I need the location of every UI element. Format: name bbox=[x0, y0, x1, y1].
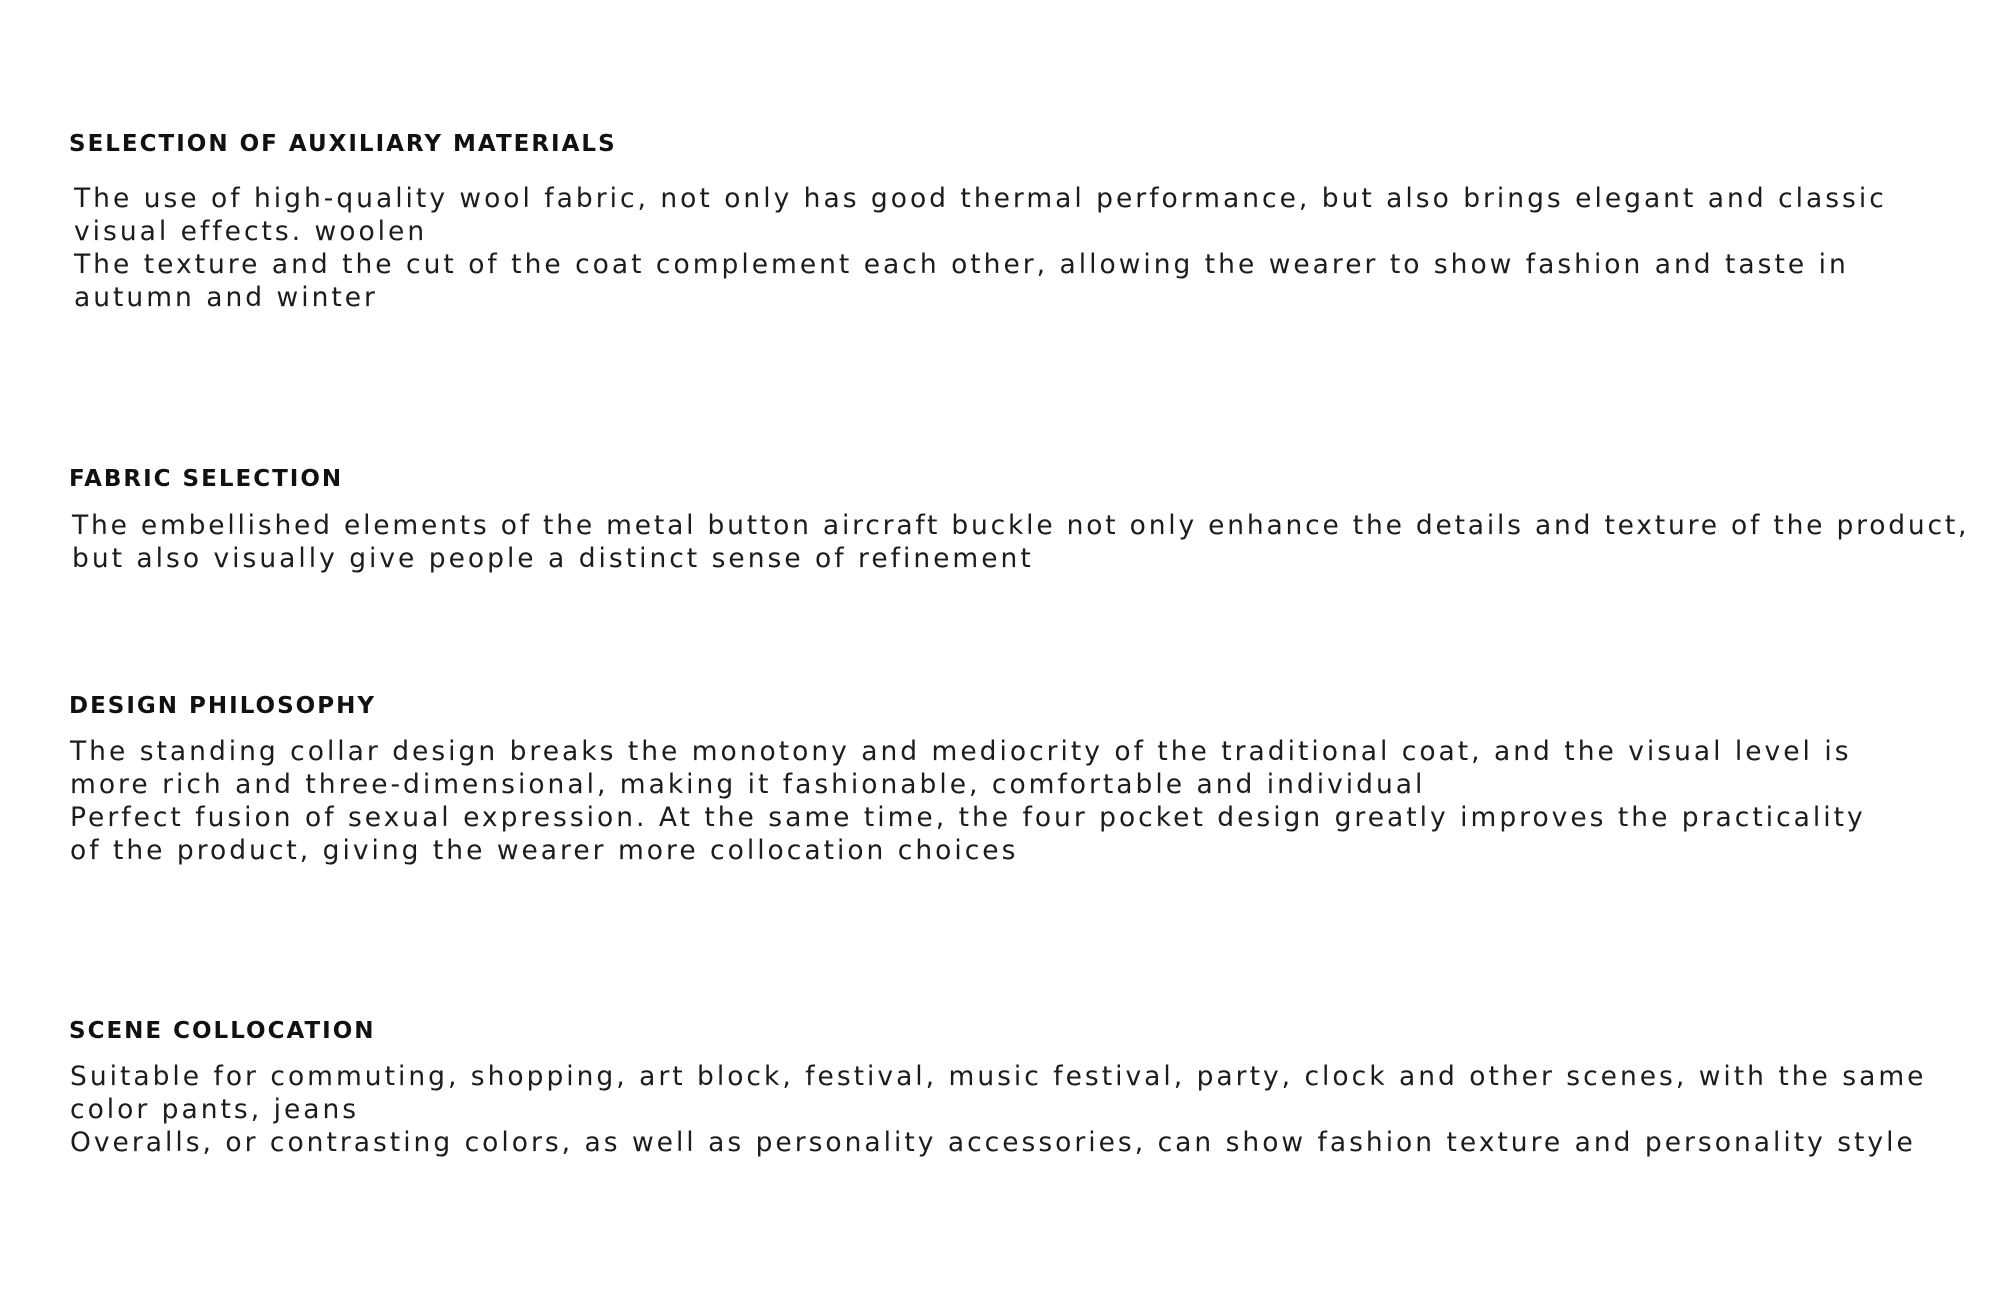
body-text-line: Perfect fusion of sexual expression. At the same time, the four pocket design greatly improves the practicality bbox=[70, 802, 1866, 833]
section-heading: FABRIC SELECTION bbox=[69, 466, 344, 492]
body-text-line: The standing collar design breaks the monotony and mediocrity of the traditional coat, and the visual level is bbox=[70, 736, 1852, 767]
body-text-line: autumn and winter bbox=[74, 282, 378, 313]
body-text-line: color pants, jeans bbox=[70, 1094, 360, 1125]
body-text-line: of the product, giving the wearer more collocation choices bbox=[70, 835, 1019, 866]
body-text-line: but also visually give people a distinct sense of refinement bbox=[72, 543, 1034, 574]
body-text-line: The use of high-quality wool fabric, not only has good thermal performance, but also brings elegant and classic bbox=[74, 183, 1887, 214]
section-heading: SCENE COLLOCATION bbox=[69, 1018, 376, 1044]
body-text-line: visual effects. woolen bbox=[74, 216, 428, 247]
section-heading: DESIGN PHILOSOPHY bbox=[69, 693, 376, 719]
body-text-line: The texture and the cut of the coat complement each other, allowing the wearer to show fashion and taste in bbox=[74, 249, 1849, 280]
body-text-line: The embellished elements of the metal button aircraft buckle not only enhance the details and texture of the product, bbox=[72, 510, 1970, 541]
body-text-line: more rich and three-dimensional, making it fashionable, comfortable and individual bbox=[70, 769, 1426, 800]
section-heading: SELECTION OF AUXILIARY MATERIALS bbox=[69, 131, 617, 157]
body-text-line: Suitable for commuting, shopping, art block, festival, music festival, party, clock and other scenes, with the same bbox=[70, 1061, 1927, 1092]
body-text-line: Overalls, or contrasting colors, as well as personality accessories, can show fashion texture and personality style bbox=[70, 1127, 1916, 1158]
